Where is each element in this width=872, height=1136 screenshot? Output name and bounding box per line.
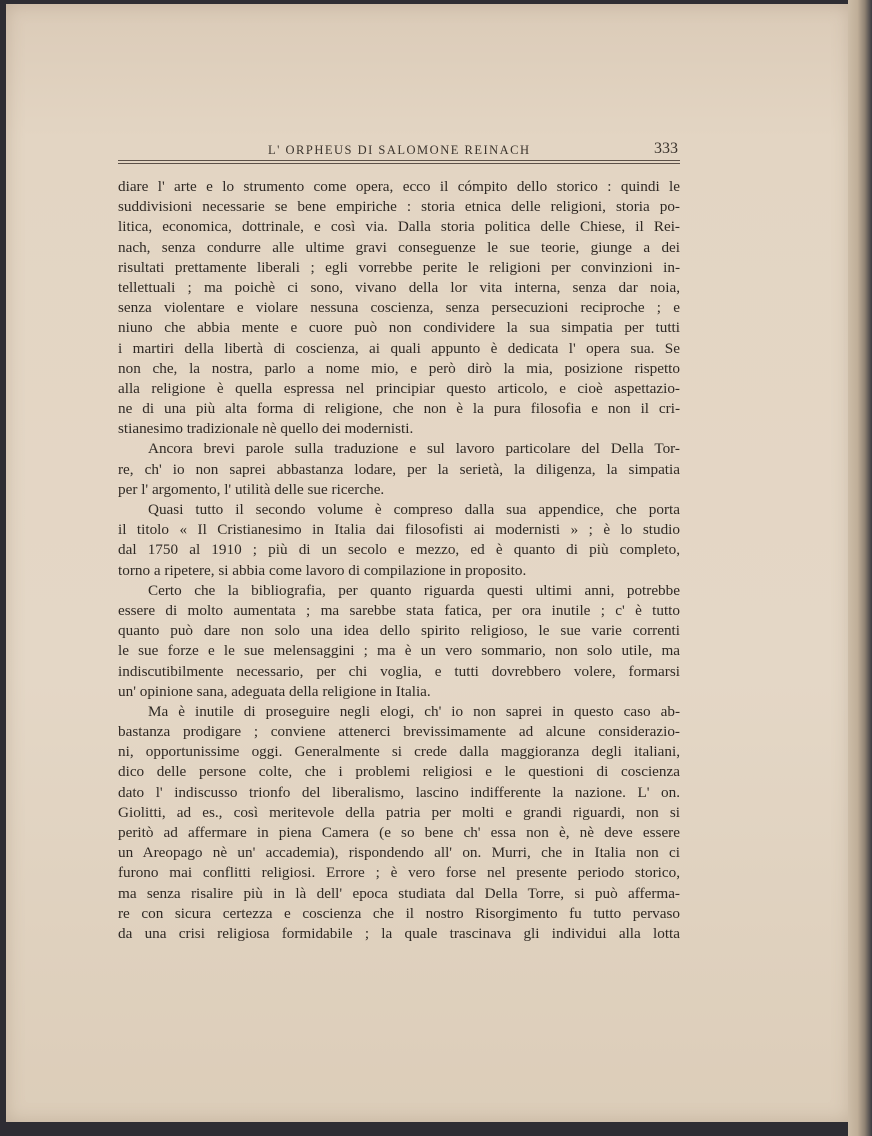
text-line: alla religione è quella espressa nel principiar questo articolo, e cioè aspettazio- <box>118 379 680 397</box>
text-line: suddivisioni necessarie se bene empiriche : storia etnica delle religioni, storia po- <box>118 198 680 216</box>
text-line: da una crisi religiosa formidabile ; la quale trascinava gli individui alla lotta <box>118 924 680 942</box>
text-line: un Areopago nè un' accademia), rispondendo all' on. Murri, che in Italia non ci <box>118 844 680 862</box>
text-line: dico delle persone colte, che i problemi religiosi e le questioni di coscienza <box>118 763 680 781</box>
header-rule <box>118 160 680 161</box>
text-line: tellettuali ; ma poichè ci sono, vivano della lor vita interna, senza dar noia, <box>118 278 680 296</box>
text-line: Certo che la bibliografia, per quanto riguarda questi ultimi anni, potrebbe <box>148 581 680 599</box>
text-line: dato l' indiscusso trionfo del liberalismo, lascino indifferente la nazione. L' on. <box>118 783 680 801</box>
text-line: le sue forze e le sue melensaggini ; ma è un vero sommario, non solo utile, ma <box>118 642 680 660</box>
text-line: peritò ad affermare in piena Camera (e so bene ch' essa non è, nè deve essere <box>118 824 680 841</box>
text-line: ma senza risalire più in là dell' epoca studiata dal Della Torre, si può afferma- <box>118 884 680 902</box>
text-line: senza violentare e violare nessuna coscienza, senza persecuzioni reciproche ; e <box>118 299 680 317</box>
text-line: nach, senza condurre alle ultime gravi conseguenze le sue teorie, giunge a dei <box>118 238 680 256</box>
running-title: L' ORPHEUS DI SALOMONE REINACH <box>268 143 531 157</box>
text-line: Ancora brevi parole sulla traduzione e sul lavoro particolare del Della Tor- <box>148 440 680 458</box>
text-line: il titolo « Il Cristianesimo in Italia dai filosofisti ai modernisti » ; è lo studio <box>118 521 680 539</box>
text-line: litica, economica, dottrinale, e così via. Dalla storia politica delle Chiese, il Rei- <box>118 218 680 236</box>
text-line: per l' argomento, l' utilità delle sue ricerche. <box>118 480 385 498</box>
page-number: 333 <box>654 140 678 157</box>
text-line: ne di una più alta forma di religione, che non è la pura filosofia e non il cri- <box>118 400 680 418</box>
text-line: furono mai conflitti religiosi. Errore ; è vero forse nel presente periodo storico, <box>118 864 680 882</box>
text-line: diare l' arte e lo strumento come opera, ecco il cómpito dello storico : quindi le <box>118 178 680 195</box>
header-rule <box>118 163 680 164</box>
text-line: Ma è inutile di proseguire negli elogi, ch' io non saprei in questo caso ab- <box>148 702 680 720</box>
text-line: stianesimo tradizionale nè quello dei modernisti. <box>118 420 414 438</box>
text-line: dal 1750 al 1910 ; più di un secolo e mezzo, ed è quanto di più completo, <box>118 541 680 559</box>
text-line: essere di molto aumentata ; ma sarebbe stata fatica, per ora inutile ; c' è tutto <box>118 601 680 619</box>
body-text <box>118 177 680 944</box>
text-line: indiscutibilmente necessario, per chi voglia, e tutti dovrebbero volere, formarsi <box>118 662 680 680</box>
text-line: torno a ripetere, si abbia come lavoro di compilazione in proposito. <box>118 561 527 579</box>
text-line: re, ch' io non saprei abbastanza lodare, per la serietà, la diligenza, la simpatia <box>118 460 680 478</box>
text-line: ni, opportunissime oggi. Generalmente si crede dalla maggioranza degli italiani, <box>118 743 680 761</box>
text-line: niuno che abbia mente e cuore può non condividere la sua simpatia per tutti <box>118 319 680 337</box>
text-line: risultati prettamente liberali ; egli vorrebbe perite le religioni per convinzioni in- <box>118 258 680 276</box>
text-line: bastanza prodigare ; conviene attenerci brevissimamente ad alcune considerazio- <box>118 723 680 741</box>
page-header <box>118 140 680 162</box>
text-line: i martiri della libertà di coscienza, ai quali appunto è dedicata l' opera sua. Se <box>118 339 680 357</box>
text-line: re con sicura certezza e coscienza che il nostro Risorgimento fu tutto pervaso <box>118 904 680 922</box>
text-line: non che, la nostra, parlo a nome mio, e però dirò la mia, posizione rispetto <box>118 359 680 377</box>
text-line: Quasi tutto il secondo volume è compreso dalla sua appendice, che porta <box>148 501 680 518</box>
page-edge <box>848 0 872 1136</box>
text-line: un' opinione sana, adeguata della religione in Italia. <box>118 682 431 700</box>
text-line: Giolitti, ad es., così meritevole della patria per molti e grandi riguardi, non si <box>118 803 680 821</box>
text-line: quanto può dare non solo una idea dello spirito religioso, le sue varie correnti <box>118 622 680 640</box>
